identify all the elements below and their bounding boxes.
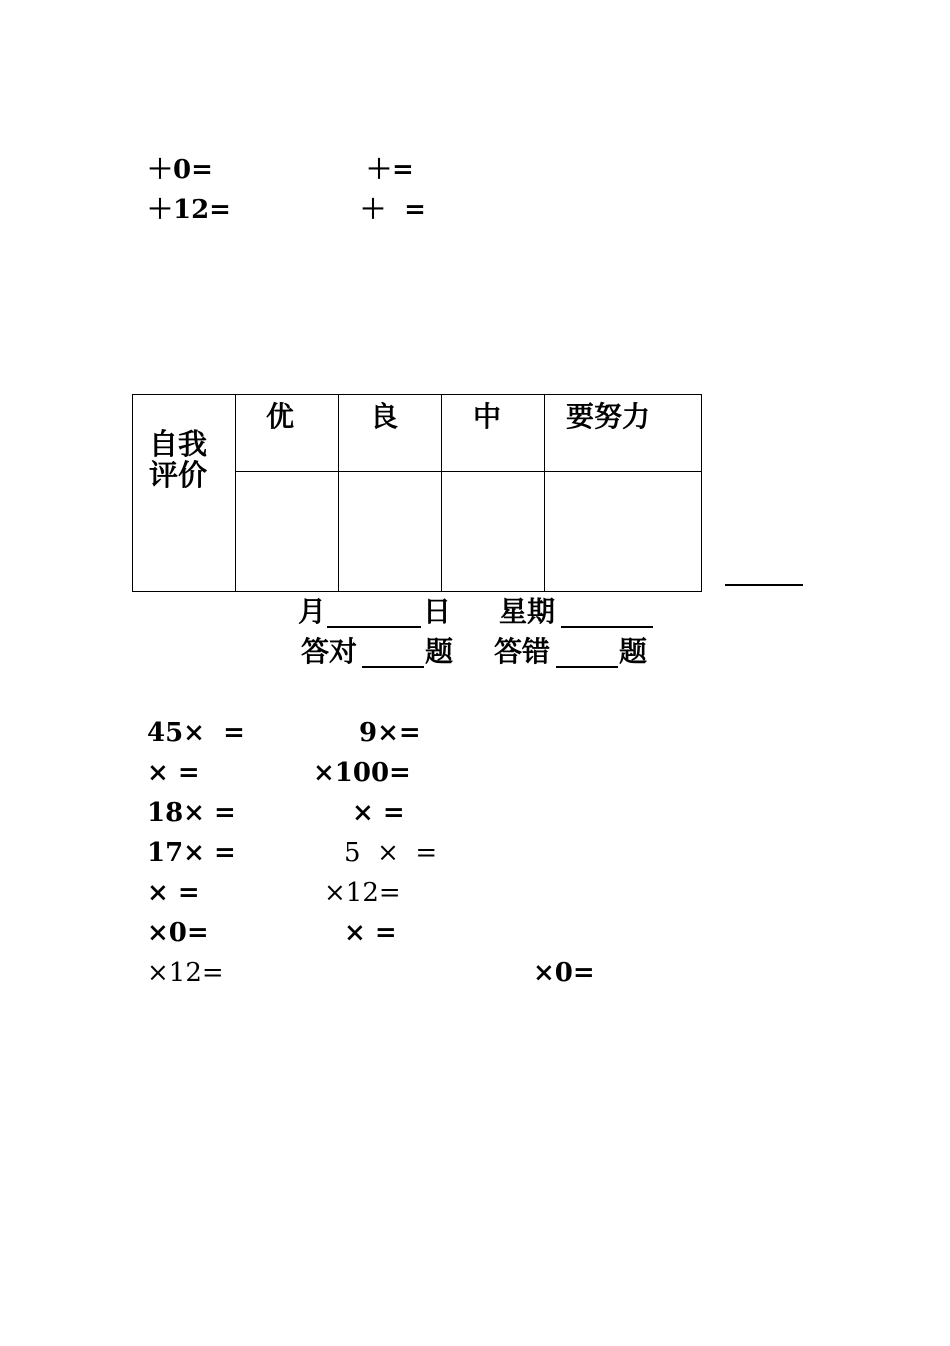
correct-unit: 题 xyxy=(425,635,454,668)
mult-row-1-left: 45× = xyxy=(147,718,245,748)
rating-cell-needs-effort[interactable] xyxy=(545,472,702,592)
self-evaluation-table xyxy=(132,394,702,592)
name-blank[interactable] xyxy=(725,584,803,586)
wrong-count-blank[interactable] xyxy=(556,666,618,668)
addition-row-2-left: ＋12= xyxy=(147,195,231,225)
mult-row-6-right: × = xyxy=(344,918,397,948)
addition-row-2-right: ＋ = xyxy=(360,195,426,225)
day-label: 日 xyxy=(423,595,452,628)
addition-row-1-left: ＋0= xyxy=(147,155,213,185)
rating-cell-excellent[interactable] xyxy=(236,472,339,592)
self-evaluation-label xyxy=(149,429,207,491)
mult-row-1-right: 9×= xyxy=(359,718,421,748)
header-needs-effort: 要努力 xyxy=(566,400,651,433)
wrong-label: 答错 xyxy=(494,635,551,668)
mult-row-7-right: ×0= xyxy=(533,958,595,988)
mult-row-5-right: ×12= xyxy=(324,878,401,908)
weekday-blank[interactable] xyxy=(561,626,653,628)
header-good: 良 xyxy=(370,400,399,433)
header-cell-fair xyxy=(442,395,545,472)
mult-row-2-right: ×100= xyxy=(313,758,411,788)
weekday-label: 星期 xyxy=(499,595,556,628)
header-cell-needs-effort xyxy=(545,395,702,472)
correct-count-blank[interactable] xyxy=(362,666,424,668)
mult-row-6-left: ×0= xyxy=(147,918,209,948)
month-blank[interactable] xyxy=(327,626,421,628)
mult-row-3-right: × = xyxy=(352,798,405,828)
self-evaluation-label-line-2: 评价 xyxy=(149,458,208,492)
header-cell-good xyxy=(339,395,442,472)
month-label: 月 xyxy=(298,595,327,628)
addition-row-1-right: ＋= xyxy=(366,155,414,185)
mult-row-5-left: × = xyxy=(147,878,200,908)
wrong-unit: 题 xyxy=(619,635,648,668)
mult-row-7-left: ×12= xyxy=(147,958,224,988)
correct-label: 答对 xyxy=(301,635,358,668)
self-evaluation-label-line-1: 自我 xyxy=(149,427,208,461)
mult-row-4-right: 5 × = xyxy=(344,838,438,868)
rating-cell-fair[interactable] xyxy=(442,472,545,592)
header-excellent: 优 xyxy=(266,400,295,433)
mult-row-3-left: 18× = xyxy=(147,798,236,828)
mult-row-2-left: × = xyxy=(147,758,200,788)
mult-row-4-left: 17× = xyxy=(147,838,236,868)
rating-cell-good[interactable] xyxy=(339,472,442,592)
header-fair: 中 xyxy=(473,400,502,433)
self-evaluation-label-cell xyxy=(133,395,236,592)
header-cell-excellent xyxy=(236,395,339,472)
